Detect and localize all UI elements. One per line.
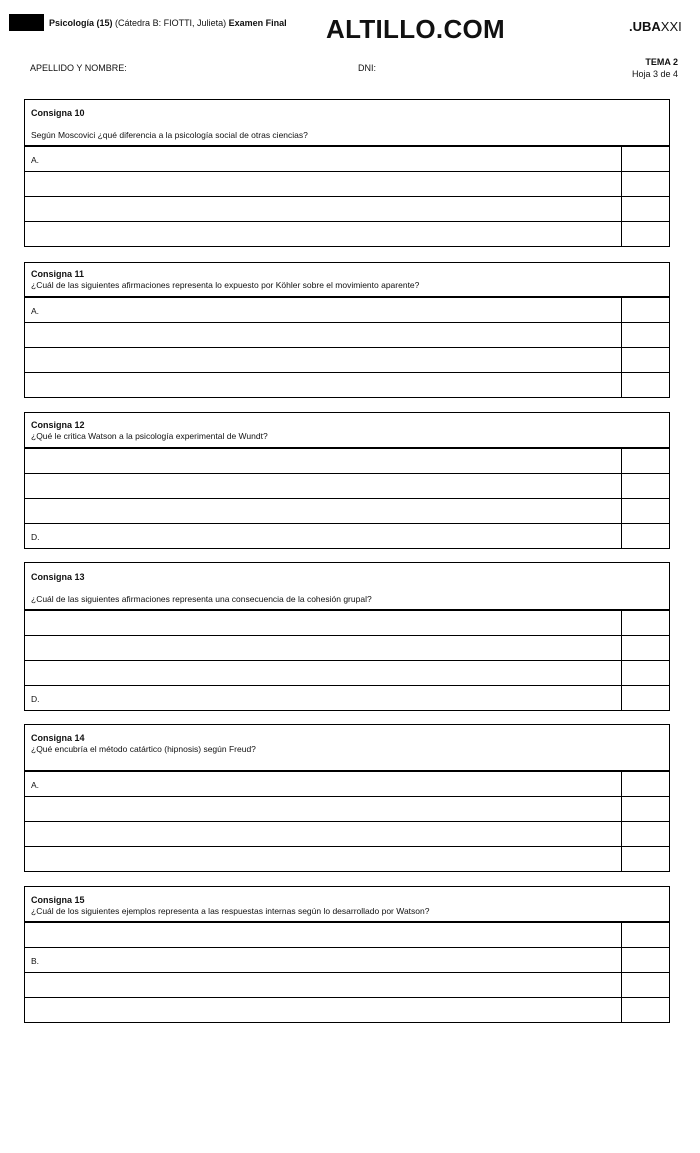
answer-row <box>25 297 669 322</box>
tema-label: TEMA 2 <box>645 57 678 67</box>
subject-label: Psicología (15) <box>49 18 113 28</box>
question-title: Consigna 15 <box>31 895 85 905</box>
answer-cell[interactable] <box>25 499 622 523</box>
question-block <box>24 886 670 1023</box>
mark-cell[interactable] <box>622 822 669 846</box>
answer-cell[interactable] <box>25 636 622 660</box>
question-text: ¿Cuál de las siguientes afirmaciones representa lo expuesto por Köhler sobre el movimiento aparente? <box>31 280 420 290</box>
answer-row <box>25 498 669 523</box>
question-block <box>24 724 670 872</box>
mark-cell[interactable] <box>622 847 669 871</box>
mark-cell[interactable] <box>622 923 669 947</box>
mark-cell[interactable] <box>622 147 669 171</box>
answer-row <box>25 221 669 246</box>
exam-label: Examen Final <box>228 18 287 28</box>
answer-row <box>25 685 669 710</box>
answer-row <box>25 846 669 871</box>
answer-row <box>25 372 669 397</box>
mark-cell[interactable] <box>622 298 669 322</box>
answer-row <box>25 997 669 1022</box>
answer-row <box>25 523 669 548</box>
answer-cell[interactable]: D. <box>25 524 622 548</box>
question-text: ¿Qué encubría el método catártico (hipnosis) según Freud? <box>31 744 256 754</box>
mark-cell[interactable] <box>622 973 669 997</box>
site-watermark: ALTILLO.COM <box>326 14 506 44</box>
question-header <box>25 413 669 448</box>
exam-header <box>49 18 287 28</box>
answer-cell[interactable] <box>25 449 622 473</box>
answer-cell[interactable]: A. <box>25 298 622 322</box>
question-block <box>24 99 670 247</box>
answer-cell[interactable] <box>25 222 622 246</box>
answer-row <box>25 473 669 498</box>
question-header <box>25 263 669 297</box>
redaction-box <box>9 14 44 31</box>
question-title: Consigna 13 <box>31 572 85 582</box>
answer-row <box>25 947 669 972</box>
answer-cell[interactable]: B. <box>25 948 622 972</box>
question-title: Consigna 14 <box>31 733 85 743</box>
answer-cell[interactable] <box>25 973 622 997</box>
mark-cell[interactable] <box>622 449 669 473</box>
answer-cell[interactable] <box>25 847 622 871</box>
mark-cell[interactable] <box>622 373 669 397</box>
mark-cell[interactable] <box>622 323 669 347</box>
tema-box <box>632 56 678 80</box>
mark-cell[interactable] <box>622 636 669 660</box>
mark-cell[interactable] <box>622 172 669 196</box>
uba-logo-bold: .UBA <box>629 19 661 34</box>
mark-cell[interactable] <box>622 348 669 372</box>
mark-cell[interactable] <box>622 222 669 246</box>
answer-row <box>25 635 669 660</box>
answer-row <box>25 196 669 221</box>
question-text: Según Moscovici ¿qué diferencia a la psicología social de otras ciencias? <box>31 130 308 140</box>
answer-row <box>25 610 669 635</box>
answer-row <box>25 171 669 196</box>
mark-cell[interactable] <box>622 524 669 548</box>
answer-cell[interactable] <box>25 797 622 821</box>
answer-cell[interactable]: D. <box>25 686 622 710</box>
answer-row <box>25 771 669 796</box>
question-title: Consigna 11 <box>31 269 85 279</box>
answer-cell[interactable] <box>25 474 622 498</box>
question-block <box>24 412 670 549</box>
dni-field-label: DNI: <box>358 63 376 73</box>
answer-row <box>25 448 669 473</box>
answer-row <box>25 660 669 685</box>
answer-cell[interactable]: A. <box>25 772 622 796</box>
mark-cell[interactable] <box>622 797 669 821</box>
question-text: ¿Cuál de las siguientes afirmaciones representa una consecuencia de la cohesión grupal? <box>31 594 372 604</box>
answer-cell[interactable] <box>25 323 622 347</box>
mark-cell[interactable] <box>622 998 669 1022</box>
mark-cell[interactable] <box>622 499 669 523</box>
question-title: Consigna 10 <box>31 108 85 118</box>
question-header <box>25 563 669 610</box>
page-counter: Hoja 3 de 4 <box>631 69 678 79</box>
mark-cell[interactable] <box>622 611 669 635</box>
question-block <box>24 262 670 398</box>
question-header <box>25 100 669 146</box>
answer-row <box>25 796 669 821</box>
mark-cell[interactable] <box>622 948 669 972</box>
answer-cell[interactable] <box>25 172 622 196</box>
answer-row <box>25 972 669 997</box>
question-text: ¿Qué le critica Watson a la psicología experimental de Wundt? <box>31 431 268 441</box>
question-title: Consigna 12 <box>31 420 85 430</box>
answer-row <box>25 347 669 372</box>
question-header <box>25 887 669 922</box>
mark-cell[interactable] <box>622 772 669 796</box>
answer-row <box>25 821 669 846</box>
answer-row <box>25 922 669 947</box>
question-text: ¿Cuál de los siguientes ejemplos representa a las respuestas internas según lo desarrollado por Watson? <box>31 906 430 916</box>
mark-cell[interactable] <box>622 661 669 685</box>
answer-cell[interactable] <box>25 822 622 846</box>
uba-logo <box>629 19 682 34</box>
question-header <box>25 725 669 771</box>
mark-cell[interactable] <box>622 197 669 221</box>
answer-cell[interactable] <box>25 197 622 221</box>
mark-cell[interactable] <box>622 686 669 710</box>
mark-cell[interactable] <box>622 474 669 498</box>
answer-cell[interactable] <box>25 373 622 397</box>
name-field-label: APELLIDO Y NOMBRE: <box>30 63 127 73</box>
answer-row <box>25 146 669 171</box>
answer-cell[interactable] <box>25 998 622 1022</box>
catedra-label: (Cátedra B: FIOTTI, Julieta) <box>115 18 227 28</box>
answer-cell[interactable] <box>25 923 622 947</box>
answer-cell[interactable]: A. <box>25 147 622 171</box>
uba-logo-light: XXI <box>660 19 682 34</box>
answer-row <box>25 322 669 347</box>
question-block <box>24 562 670 711</box>
answer-cell[interactable] <box>25 661 622 685</box>
answer-cell[interactable] <box>25 348 622 372</box>
answer-cell[interactable] <box>25 611 622 635</box>
